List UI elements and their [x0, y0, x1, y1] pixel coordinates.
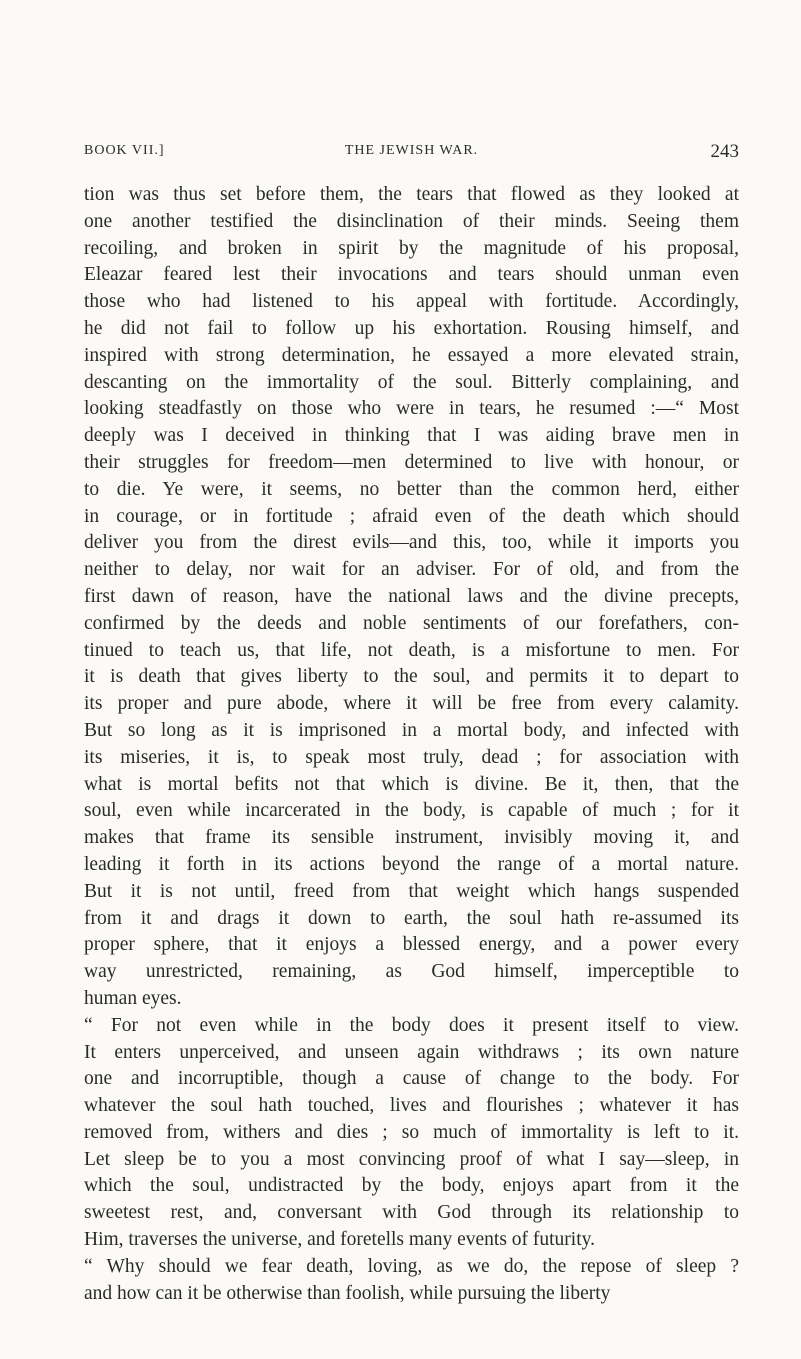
- text-line: proper sphere, that it enjoys a blessed energy, and a power every: [84, 934, 739, 956]
- running-title: THE JEWISH WAR.: [344, 143, 479, 158]
- text-line: But so long as it is imprisoned in a mortal body, and infected with: [84, 719, 739, 741]
- text-line: confirmed by the deeds and noble sentiments of our forefathers, con-: [84, 612, 739, 634]
- text-line: and how can it be otherwise than foolish, while pursuing the liberty: [84, 1282, 611, 1304]
- text-line: It enters unperceived, and unseen again withdraws ; its own nature: [84, 1041, 739, 1063]
- text-line: its miseries, it is, to speak most truly, dead ; for association with: [84, 746, 739, 768]
- running-head: [84, 143, 739, 165]
- text-line: Eleazar feared lest their invocations and tears should unman even: [84, 264, 739, 286]
- text-line: he did not fail to follow up his exhortation. Rousing himself, and: [84, 317, 739, 339]
- paragraph: [84, 1013, 739, 1254]
- text-line: Let sleep be to you a most convincing proof of what I say—sleep, in: [84, 1148, 739, 1170]
- text-line: makes that frame its sensible instrument, invisibly moving it, and: [84, 827, 739, 849]
- text-line: deliver you from the direst evils—and this, too, while it imports you: [84, 532, 739, 554]
- text-line: one and incorruptible, though a cause of change to the body. For: [84, 1068, 739, 1090]
- text-line: removed from, withers and dies ; so much of immortality is left to it.: [84, 1121, 739, 1143]
- text-line: in courage, or in fortitude ; afraid even of the death which should: [84, 505, 739, 527]
- text-line: their struggles for freedom—men determined to live with honour, or: [84, 451, 739, 473]
- text-line: deeply was I deceived in thinking that I was aiding brave men in: [84, 425, 739, 447]
- text-line: descanting on the immortality of the soul. Bitterly complaining, and: [84, 371, 739, 393]
- text-line: first dawn of reason, have the national laws and the divine precepts,: [84, 585, 739, 607]
- text-line: inspired with strong determination, he essayed a more elevated strain,: [84, 344, 739, 366]
- text-line: way unrestricted, remaining, as God himself, imperceptible to: [84, 961, 739, 983]
- text-line: human eyes.: [84, 987, 182, 1009]
- text-line: those who had listened to his appeal with fortitude. Accordingly,: [84, 291, 739, 313]
- text-line: whatever the soul hath touched, lives and flourishes ; whatever it has: [84, 1095, 739, 1117]
- text-line: neither to delay, nor wait for an adviser. For of old, and from the: [84, 559, 739, 581]
- text-line: sweetest rest, and, conversant with God through its relationship to: [84, 1202, 739, 1224]
- text-line: leading it forth in its actions beyond the range of a mortal nature.: [84, 853, 739, 875]
- text-line: “ Why should we fear death, loving, as we do, the repose of sleep ?: [84, 1255, 739, 1277]
- text-line: one another testified the disinclination of their minds. Seeing them: [84, 210, 739, 232]
- text-line: to die. Ye were, it seems, no better than the common herd, either: [84, 478, 739, 500]
- text-line: its proper and pure abode, where it will be free from every calamity.: [84, 693, 739, 715]
- paragraph: [84, 182, 739, 1013]
- book-section-label: BOOK VII.]: [84, 143, 165, 158]
- paragraph: [84, 1254, 739, 1308]
- text-line: what is mortal befits not that which is divine. Be it, then, that the: [84, 773, 739, 795]
- text-line: it is death that gives liberty to the soul, and permits it to depart to: [84, 666, 739, 688]
- text-line: soul, even while incarcerated in the body, is capable of much ; for it: [84, 800, 739, 822]
- text-line: “ For not even while in the body does it present itself to view.: [84, 1014, 739, 1036]
- text-line: Him, traverses the universe, and foretells many events of futurity.: [84, 1229, 595, 1251]
- body-text: [84, 182, 739, 1307]
- text-line: recoiling, and broken in spirit by the magnitude of his proposal,: [84, 237, 739, 259]
- text-line: But it is not until, freed from that weight which hangs suspended: [84, 880, 739, 902]
- text-line: looking steadfastly on those who were in tears, he resumed :—“ Most: [84, 398, 739, 420]
- text-line: tion was thus set before them, the tears that flowed as they looked at: [84, 184, 739, 205]
- text-line: from it and drags it down to earth, the soul hath re-assumed its: [84, 907, 739, 929]
- text-line: tinued to teach us, that life, not death, is a misfortune to men. For: [84, 639, 739, 661]
- text-line: which the soul, undistracted by the body, enjoys apart from it the: [84, 1175, 739, 1197]
- page-number: 243: [710, 141, 739, 162]
